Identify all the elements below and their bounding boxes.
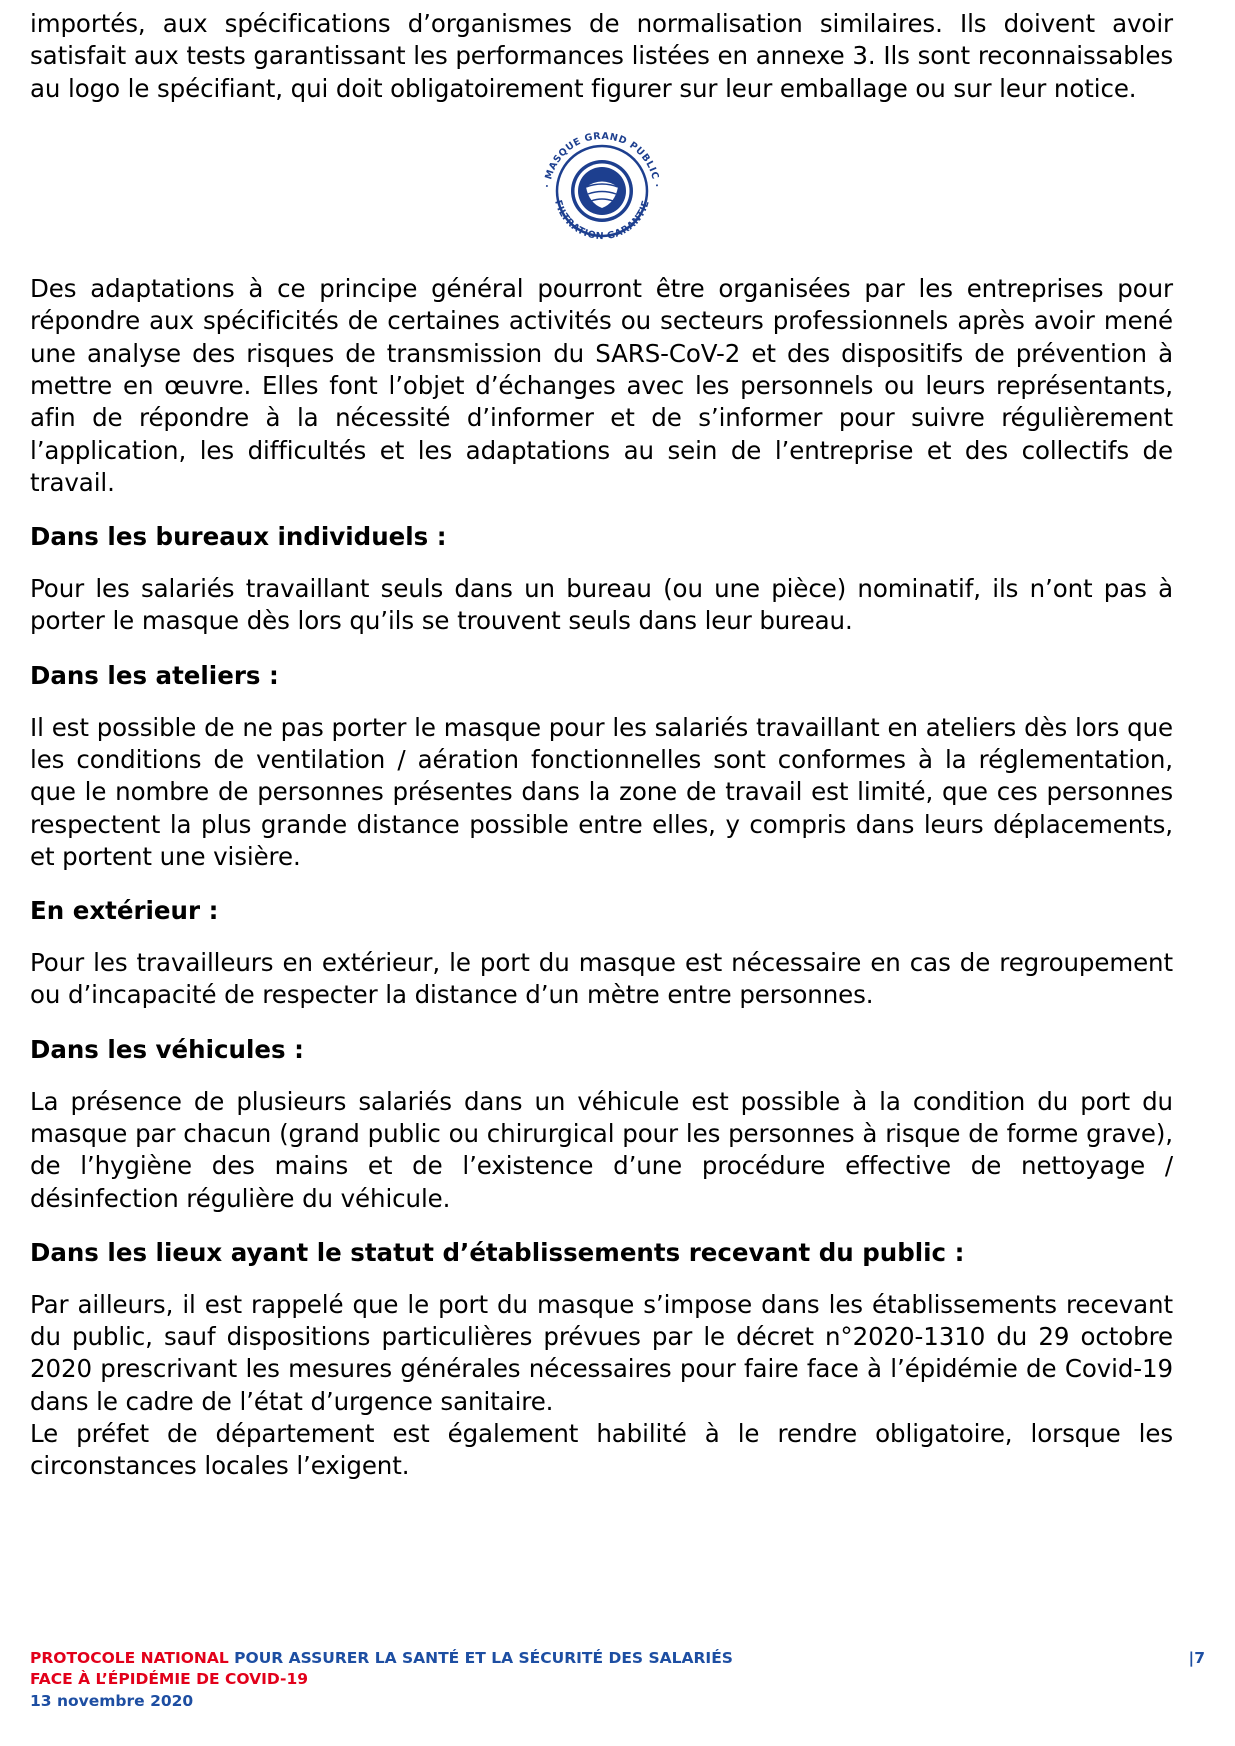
- bottom-spacer: [30, 1505, 1173, 1655]
- footer-subtitle: FACE À L’ÉPIDÉMIE DE COVID-19: [30, 1670, 309, 1689]
- footer-date: 13 novembre 2020: [30, 1691, 194, 1710]
- footer-title-blue: POUR ASSURER LA SANTÉ ET LA SÉCURITÉ DES SALARIÉS: [234, 1648, 733, 1667]
- svg-text:· MASQUE GRAND PUBLIC ·: · MASQUE GRAND PUBLIC ·: [541, 130, 662, 189]
- paragraph-exterieur: Pour les travailleurs en extérieur, le port du masque est nécessaire en cas de regroupement ou d’incapacité de respecter la distance d’un mètre entre personnes.: [30, 948, 1173, 1010]
- heading-ateliers: Dans les ateliers :: [30, 660, 279, 690]
- footer-page-number: |7: [1188, 1648, 1205, 1667]
- heading-exterieur: En extérieur :: [30, 896, 219, 926]
- svg-text:· FILTRATION GARANTIE ·: · FILTRATION GARANTIE ·: [550, 192, 653, 243]
- paragraph-adaptations: Des adaptations à ce principe général pourront être organisées par les entreprises pour répondre aux spécificités de certaines activités ou secteurs professionnels après avoir mené une analyse des risques de transmission du SARS-CoV-2 et des dispositifs de prévention à mettre en œuvre. Elles font l’objet d’échanges avec les personnels ou leurs représentants, afin de répondre à la nécessité d’informer et de s’informer pour suivre régulièrement l’application, les difficultés et les adaptations au sein de l’entreprise et des collectifs de travail.: [30, 273, 1173, 497]
- heading-erp: Dans les lieux ayant le statut d’établissements recevant du public :: [30, 1237, 965, 1267]
- paragraph-ateliers: Il est possible de ne pas porter le masque pour les salariés travaillant en ateliers dès lors que les conditions de ventilation / aération fonctionnelles sont conformes à la réglementation, que le nombre de personnes présentes dans la zone de travail est limité, que ces personnes respectent la plus grande distance possible entre elles, y compris dans leurs déplacements, et portent une visière.: [30, 712, 1173, 871]
- paragraph-vehicules: La présence de plusieurs salariés dans un véhicule est possible à la condition du port du masque par chacun (grand public ou chirurgical pour les personnes à risque de forme grave), de l’hygiène des mains et de l’existence d’une procédure effective de nettoyage / désinfection régulière du véhicule.: [30, 1086, 1173, 1213]
- paragraph-intro-continued: importés, aux spécifications d’organismes de normalisation similaires. Ils doivent avoir satisfait aux tests garantissant les performances listées en annexe 3. Ils sont reconnaissables au logo le spécifiant, qui doit obligatoirement figurer sur leur emballage ou sur leur notice.: [30, 9, 1173, 103]
- heading-bureaux-individuels: Dans les bureaux individuels :: [30, 522, 447, 552]
- footer-title-red: PROTOCOLE NATIONAL: [30, 1648, 229, 1667]
- masque-grand-public-logo: [528, 131, 676, 243]
- page-footer: [30, 1648, 1205, 1712]
- paragraph-bureaux: Pour les salariés travaillant seuls dans un bureau (ou une pièce) nominatif, ils n’ont pas à porter le masque dès lors qu’ils se trouvent seuls dans leur bureau.: [30, 574, 1173, 636]
- heading-vehicules: Dans les véhicules :: [30, 1034, 304, 1064]
- paragraph-erp-1: Par ailleurs, il est rappelé que le port du masque s’impose dans les établissements recevant du public, sauf dispositions particulières prévues par le décret n°2020-1310 du 29 octobre 2020 prescrivant les mesures générales nécessaires pour faire face à l’épidémie de Covid-19 dans le cadre de l’état d’urgence sanitaire.: [30, 1289, 1173, 1416]
- logo-container: [30, 131, 1173, 243]
- paragraph-erp-2: Le préfet de département est également habilité à le rendre obligatoire, lorsque les circonstances locales l’exigent.: [30, 1419, 1173, 1481]
